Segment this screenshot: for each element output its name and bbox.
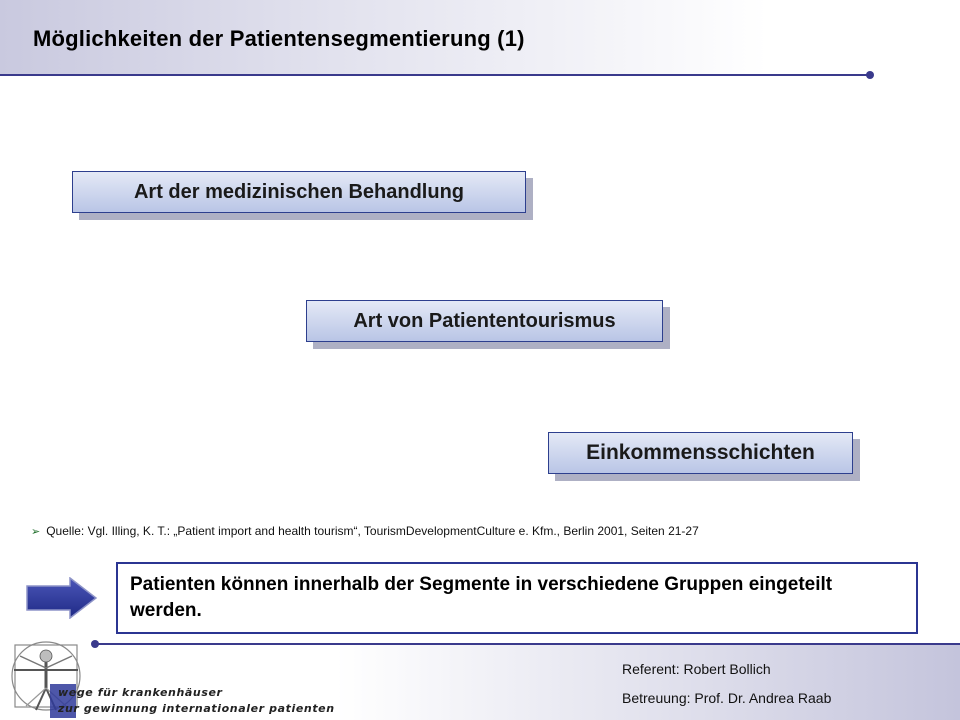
right-arrow-icon xyxy=(26,577,98,619)
slide-title: Möglichkeiten der Patientensegmentierung (1) xyxy=(33,26,525,51)
footer-rule xyxy=(96,643,960,645)
segment-box-einkommen: Einkommensschichten xyxy=(548,432,853,474)
referent-label: Referent: Robert Bollich xyxy=(622,661,771,677)
conclusion-text: Patienten können innerhalb der Segmente in verschiedene Gruppen eingeteilt werden. xyxy=(130,574,833,621)
source-text: Quelle: Vgl. Illing, K. T.: „Patient import and health tourism“, TourismDevelopmentCulture e. Kfm., Berlin 2001, Seiten 21-27 xyxy=(46,524,699,538)
segment-box-behandlung: Art der medizinischen Behandlung xyxy=(72,171,526,213)
logo-text-line2: zur gewinnung internationaler patienten xyxy=(58,702,335,715)
title-rule xyxy=(0,74,870,76)
source-citation xyxy=(31,524,699,538)
segment-box-patiententourismus: Art von Patiententourismus xyxy=(306,300,663,342)
bullet-arrow-icon: ➢ xyxy=(31,526,41,538)
betreuung-label: Betreuung: Prof. Dr. Andrea Raab xyxy=(622,690,832,706)
conclusion-box xyxy=(116,562,918,634)
logo-text-line1: wege für krankenhäuser xyxy=(58,686,223,699)
title-rule-dot xyxy=(866,71,874,79)
